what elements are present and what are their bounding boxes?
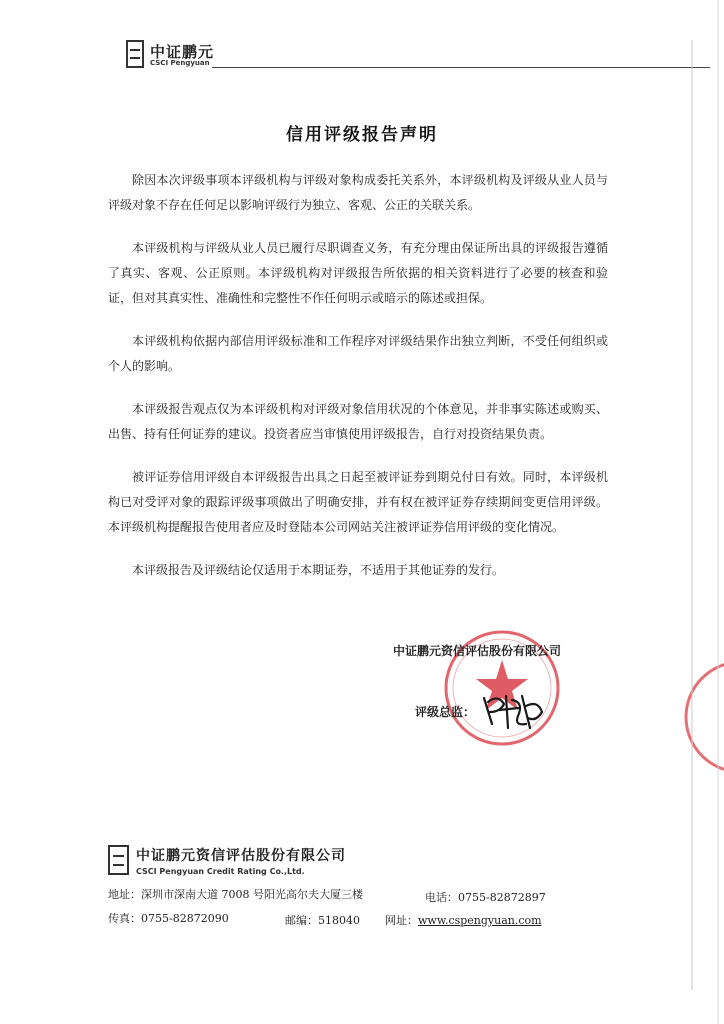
handwritten-signature bbox=[478, 688, 548, 736]
footer-fax: 传真：0755-82872090 bbox=[108, 912, 229, 925]
statement-body bbox=[108, 168, 608, 601]
footer-address: 地址：深圳市深南大道 7008 号阳光高尔夫大厦三楼 bbox=[108, 888, 363, 901]
footer-postcode: 邮编：518040 bbox=[285, 914, 360, 927]
website-label: 网址： bbox=[385, 914, 418, 927]
header-logo-cn: 中证鹏元 bbox=[150, 43, 215, 61]
paragraph: 除因本次评级事项本评级机构与评级对象构成委托关系外，本评级机构及评级从业人员与评级对象不存在任何足以影响评级行为独立、客观、公正的关联关系。 bbox=[108, 173, 608, 212]
paragraph: 本评级机构依据内部信用评级标准和工作程序对评级结果作出独立判断，不受任何组织或个人的影响。 bbox=[108, 334, 608, 373]
paragraph: 本评级报告及评级结论仅适用于本期证券，不适用于其他证券的发行。 bbox=[132, 563, 505, 577]
paragraph: 被评证券信用评级自本评级报告出具之日起至被评证券到期兑付日有效。同时，本评级机构已对受评对象的跟踪评级事项做出了明确安排，并有权在被评证券存续期间变更信用评级。本评级机构提醒报告使用者应及时登陆本公司网站关注被评证券信用评级的变化情况。 bbox=[108, 470, 608, 534]
footer-company-cn: 中证鹏元资信评估股份有限公司 bbox=[136, 848, 346, 864]
director-label: 评级总监： bbox=[415, 705, 476, 719]
signatory-company: 中证鹏元资信评估股份有限公司 bbox=[393, 644, 562, 658]
footer-website bbox=[385, 912, 542, 928]
paragraph: 本评级报告观点仅为本评级机构对评级对象信用状况的个体意见，并非事实陈述或购买、出售、持有任何证券的建议。投资者应当审慎使用评级报告，自行对投资结果负责。 bbox=[108, 402, 608, 441]
website-link[interactable]: www.cspengyuan.com bbox=[418, 914, 542, 927]
footer-phone: 电话：0755-82872897 bbox=[425, 891, 546, 904]
page-title: 信用评级报告声明 bbox=[286, 125, 438, 145]
scan-edge-marks bbox=[688, 0, 724, 1024]
paragraph: 本评级机构与评级从业人员已履行尽职调查义务，有充分理由保证所出具的评级报告遵循了真实、客观、公正原则。本评级机构对评级报告所依据的相关资料进行了必要的核查和验证，但对其真实性、准确性和完整性不作任何明示或暗示的陈述或担保。 bbox=[108, 241, 608, 305]
header-logo-en: CSCI Pengyuan bbox=[150, 59, 210, 67]
company-logo-icon bbox=[126, 40, 144, 68]
header-divider bbox=[212, 67, 710, 68]
footer-logo-icon bbox=[108, 845, 129, 875]
page-header bbox=[126, 38, 710, 74]
footer-company-en: CSCI Pengyuan Credit Rating Co.,Ltd. bbox=[136, 867, 305, 876]
